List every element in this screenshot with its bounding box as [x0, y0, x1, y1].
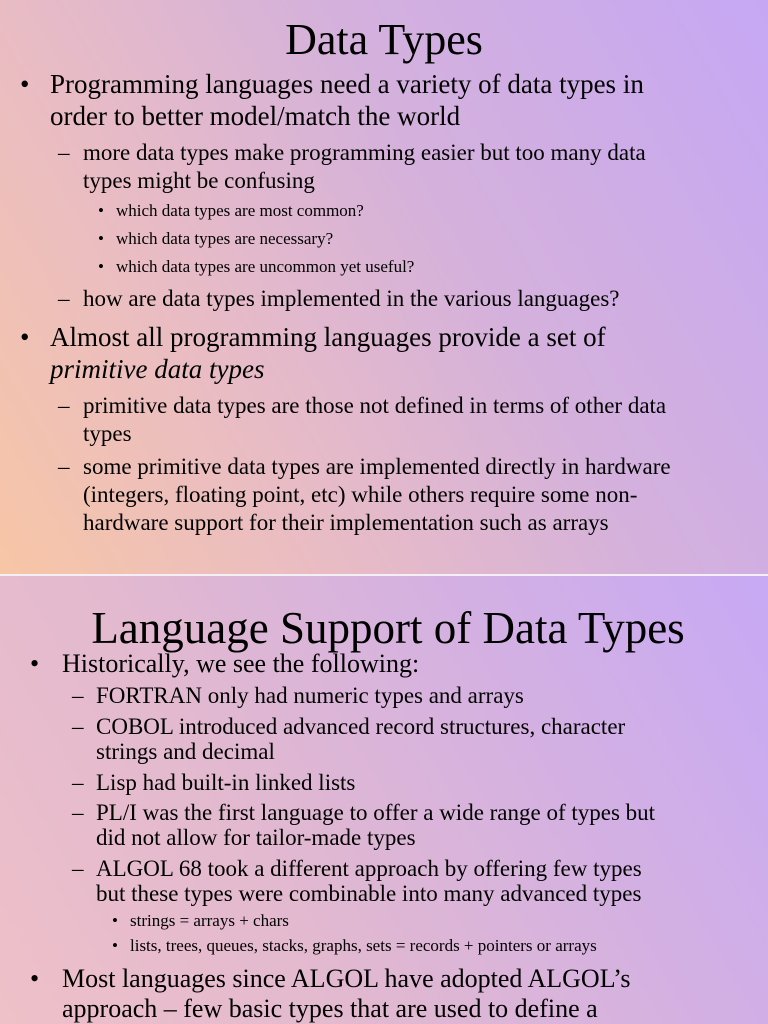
sub-bullet-text: PL/I was the first language to offer a wide range of types but [96, 800, 656, 825]
dash-glyph: – [72, 770, 84, 795]
dash-glyph: – [58, 140, 70, 165]
sub-sub-bullet-text: which data types are most common? [116, 201, 364, 220]
sub-sub-bullet-text: which data types are necessary? [116, 229, 334, 248]
bullet-text: Historically, we see the following: [62, 649, 420, 678]
sub-sub-bullet-text: lists, trees, queues, stacks, graphs, sets = records + pointers or arrays [130, 936, 597, 955]
sub-bullet-text: some primitive data types are implemented directly in hardware [83, 454, 671, 479]
slide-title: Data Types [285, 15, 483, 64]
bullet-glyph: • [98, 201, 104, 220]
bullet-text: Most languages since ALGOL have adopted ALGOL’s [62, 964, 631, 993]
bullet-text: order to better model/match the world [50, 101, 461, 131]
bullet-glyph: • [112, 936, 118, 955]
dash-glyph: – [72, 856, 84, 881]
sub-sub-bullet-text: strings = arrays + chars [130, 911, 289, 930]
sub-bullet-text: COBOL introduced advanced record structures, character [96, 714, 626, 739]
slide-title: Language Support of Data Types [91, 603, 685, 653]
bullet-glyph: • [30, 964, 40, 993]
sub-bullet-text: Lisp had built-in linked lists [96, 770, 356, 795]
bullet-text-italic [50, 353, 264, 385]
bullet-text: approach – few basic types that are used to define a [62, 994, 598, 1023]
italic-term: primitive data types [50, 354, 265, 384]
dash-glyph: – [72, 714, 84, 739]
sub-bullet-text: primitive data types are those not defined in terms of other data [83, 393, 667, 418]
dash-glyph: – [58, 393, 70, 418]
sub-bullet-text: types [83, 421, 132, 446]
dash-glyph: – [58, 454, 70, 479]
sub-bullet-text: how are data types implemented in the various languages? [83, 286, 620, 311]
bullet-text: Almost all programming languages provide a set of [50, 322, 606, 352]
sub-bullet-text: FORTRAN only had numeric types and arrays [96, 683, 524, 708]
sub-bullet-text: hardware support for their implementation such as arrays [83, 510, 609, 535]
sub-bullet-text: strings and decimal [96, 739, 275, 764]
bullet-glyph: • [30, 649, 40, 678]
sub-bullet-text: ALGOL 68 took a different approach by offering few types [96, 856, 642, 881]
sub-bullet-text: did not allow for tailor-made types [96, 825, 416, 850]
dash-glyph: – [72, 800, 84, 825]
sub-bullet-text: (integers, floating point, etc) while others require some non- [83, 482, 638, 507]
dash-glyph: – [58, 286, 70, 311]
bullet-glyph: • [20, 322, 30, 352]
bullet-glyph: • [98, 257, 104, 276]
sub-bullet-text: types might be confusing [83, 168, 315, 193]
bullet-glyph: • [20, 69, 30, 99]
bullet-text: Programming languages need a variety of data types in [50, 69, 644, 99]
bullet-glyph: • [112, 911, 118, 930]
bullet-glyph: • [98, 229, 104, 248]
sub-bullet-text: but these types were combinable into many advanced types [96, 881, 642, 906]
dash-glyph: – [72, 683, 84, 708]
sub-bullet-text: more data types make programming easier but too many data [83, 140, 646, 165]
sub-sub-bullet-text: which data types are uncommon yet useful? [116, 257, 415, 276]
